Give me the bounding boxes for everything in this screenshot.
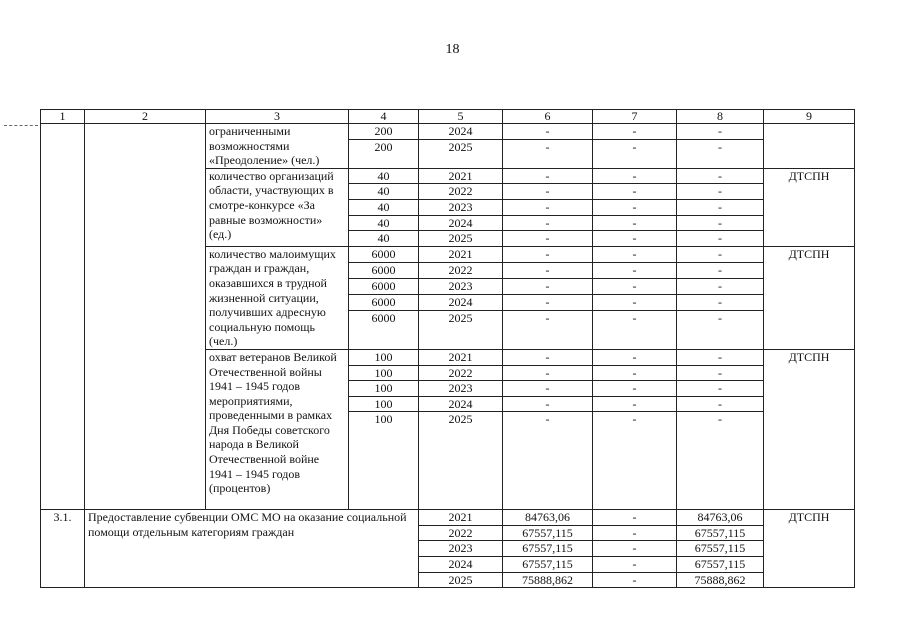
cell-col-6: - <box>503 231 593 247</box>
cell-col-8: 67557,115 <box>677 557 764 573</box>
cell-col-7: - <box>593 124 677 140</box>
cell-col-8: - <box>677 278 764 294</box>
cell-col-8: - <box>677 412 764 510</box>
cell-col-8: - <box>677 349 764 365</box>
cell-col-8: - <box>677 215 764 231</box>
blank-col-2 <box>85 124 206 510</box>
col-header-7: 7 <box>593 110 677 124</box>
year-cell: 2024 <box>419 124 503 140</box>
cell-col-8: 75888,862 <box>677 572 764 588</box>
year-cell: 2021 <box>419 349 503 365</box>
cell-col-7: - <box>593 278 677 294</box>
col-header-8: 8 <box>677 110 764 124</box>
year-cell: 2023 <box>419 199 503 215</box>
cell-col-8: - <box>677 140 764 169</box>
cell-col-8: 67557,115 <box>677 541 764 557</box>
cell-col-6: - <box>503 278 593 294</box>
col-header-2: 2 <box>85 110 206 124</box>
margin-dash <box>4 125 38 126</box>
year-cell: 2024 <box>419 294 503 310</box>
cell-col-6: - <box>503 124 593 140</box>
cell-col-7: - <box>593 262 677 278</box>
indicator-value: 40 <box>349 199 419 215</box>
cell-col-6: - <box>503 365 593 381</box>
year-cell: 2025 <box>419 310 503 349</box>
cell-col-7: - <box>593 140 677 169</box>
year-cell: 2023 <box>419 278 503 294</box>
cell-col-6: 67557,115 <box>503 557 593 573</box>
year-cell: 2024 <box>419 215 503 231</box>
indicator-label: охват ветеранов Великой Отечественной войны 1941 – 1945 годов мероприятиями, проведенными в рамках Дня Победы советского народа в Великой Отечественной войне 1941 – 1945 годов (процентов) <box>206 349 349 509</box>
cell-col-7: - <box>593 199 677 215</box>
indicator-label: количество организаций области, участвующих в смотре-конкурсе «За равные возможности» (ед.) <box>206 168 349 246</box>
indicator-value: 100 <box>349 412 419 510</box>
cell-col-8: - <box>677 231 764 247</box>
cell-col-7: - <box>593 310 677 349</box>
year-cell: 2021 <box>419 168 503 184</box>
cell-col-6: 75888,862 <box>503 572 593 588</box>
year-cell: 2023 <box>419 381 503 397</box>
cell-col-8: - <box>677 310 764 349</box>
col-header-6: 6 <box>503 110 593 124</box>
cell-col-6: 67557,115 <box>503 525 593 541</box>
year-cell: 2023 <box>419 541 503 557</box>
year-cell: 2025 <box>419 140 503 169</box>
cell-col-7: - <box>593 365 677 381</box>
cell-col-8: - <box>677 168 764 184</box>
page-number: 18 <box>445 42 460 57</box>
year-cell: 2021 <box>419 510 503 526</box>
cell-col-6: - <box>503 396 593 412</box>
col-header-1: 1 <box>41 110 85 124</box>
cell-col-8: - <box>677 199 764 215</box>
cell-col-7: - <box>593 246 677 262</box>
cell-col-7: - <box>593 572 677 588</box>
header-row <box>41 110 855 124</box>
cell-col-8: - <box>677 124 764 140</box>
cell-col-6: - <box>503 412 593 510</box>
cell-col-7: - <box>593 231 677 247</box>
year-cell: 2025 <box>419 412 503 510</box>
indicator-value: 40 <box>349 231 419 247</box>
cell-col-6: - <box>503 381 593 397</box>
cell-col-8: - <box>677 246 764 262</box>
budget-table <box>40 109 855 588</box>
indicator-value: 200 <box>349 124 419 140</box>
cell-col-8: 67557,115 <box>677 525 764 541</box>
indicator-label: количество малоимущих граждан и граждан, оказавшихся в трудной жизненной ситуации, получивших адресную социальную помощь (чел.) <box>206 246 349 349</box>
year-cell: 2025 <box>419 572 503 588</box>
indicator-value: 40 <box>349 168 419 184</box>
cell-col-6: - <box>503 215 593 231</box>
cell-col-6: - <box>503 310 593 349</box>
cell-col-7: - <box>593 294 677 310</box>
indicator-value: 100 <box>349 349 419 365</box>
responsible-cell <box>764 124 855 169</box>
col-header-3: 3 <box>206 110 349 124</box>
responsible-cell: ДТСПН <box>764 246 855 349</box>
year-cell: 2022 <box>419 365 503 381</box>
item-title: Предоставление субвенции ОМС МО на оказание социальной помощи отдельным категориям граждан <box>85 510 419 588</box>
indicator-value: 6000 <box>349 246 419 262</box>
indicator-value: 40 <box>349 215 419 231</box>
cell-col-8: - <box>677 294 764 310</box>
cell-col-6: 67557,115 <box>503 541 593 557</box>
indicator-value: 6000 <box>349 262 419 278</box>
cell-col-7: - <box>593 525 677 541</box>
cell-col-8: - <box>677 262 764 278</box>
indicator-value: 6000 <box>349 278 419 294</box>
col-header-5: 5 <box>419 110 503 124</box>
cell-col-7: - <box>593 381 677 397</box>
cell-col-6: - <box>503 199 593 215</box>
cell-col-6: - <box>503 168 593 184</box>
cell-col-7: - <box>593 184 677 200</box>
item-number: 3.1. <box>41 510 85 588</box>
indicator-value: 40 <box>349 184 419 200</box>
col-header-4: 4 <box>349 110 419 124</box>
year-cell: 2022 <box>419 525 503 541</box>
year-cell: 2022 <box>419 262 503 278</box>
cell-col-7: - <box>593 412 677 510</box>
indicator-value: 6000 <box>349 310 419 349</box>
indicator-value: 100 <box>349 396 419 412</box>
cell-col-6: - <box>503 184 593 200</box>
indicator-row <box>41 124 855 140</box>
year-cell: 2024 <box>419 557 503 573</box>
year-cell: 2021 <box>419 246 503 262</box>
cell-col-7: - <box>593 349 677 365</box>
indicator-label: ограниченными возможностями «Преодоление» (чел.) <box>206 124 349 169</box>
cell-col-7: - <box>593 557 677 573</box>
cell-col-6: - <box>503 246 593 262</box>
year-cell: 2025 <box>419 231 503 247</box>
cell-col-6: - <box>503 294 593 310</box>
cell-col-6: - <box>503 349 593 365</box>
cell-col-6: - <box>503 140 593 169</box>
responsible-cell: ДТСПН <box>764 168 855 246</box>
blank-col-1 <box>41 124 85 510</box>
cell-col-8: - <box>677 365 764 381</box>
indicator-value: 200 <box>349 140 419 169</box>
year-cell: 2022 <box>419 184 503 200</box>
responsible-cell: ДТСПН <box>764 349 855 509</box>
cell-col-8: - <box>677 184 764 200</box>
col-header-9: 9 <box>764 110 855 124</box>
indicator-value: 6000 <box>349 294 419 310</box>
cell-col-6: - <box>503 262 593 278</box>
year-cell: 2024 <box>419 396 503 412</box>
cell-col-6: 84763,06 <box>503 510 593 526</box>
cell-col-8: - <box>677 396 764 412</box>
item-row <box>41 510 855 526</box>
cell-col-8: 84763,06 <box>677 510 764 526</box>
indicator-value: 100 <box>349 381 419 397</box>
cell-col-7: - <box>593 510 677 526</box>
cell-col-7: - <box>593 541 677 557</box>
cell-col-7: - <box>593 168 677 184</box>
indicator-value: 100 <box>349 365 419 381</box>
cell-col-8: - <box>677 381 764 397</box>
cell-col-7: - <box>593 215 677 231</box>
cell-col-7: - <box>593 396 677 412</box>
responsible-cell: ДТСПН <box>764 510 855 588</box>
